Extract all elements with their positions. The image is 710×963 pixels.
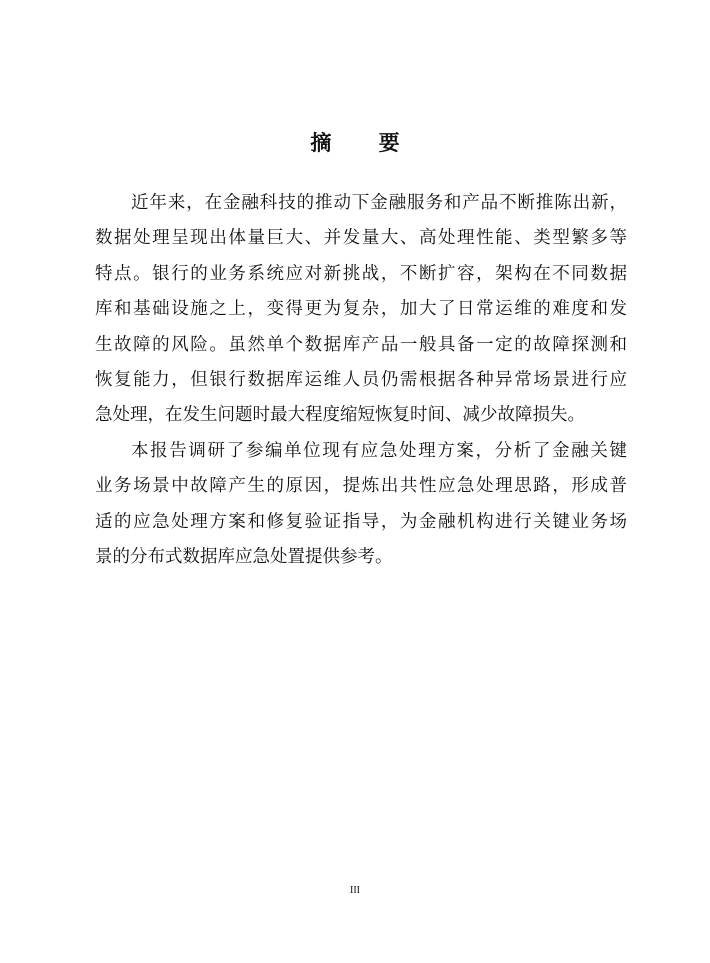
- abstract-paragraph-2: [95, 434, 627, 576]
- abstract-body: [95, 186, 627, 575]
- text-line: 业务场景中故障产生的原因，提炼出共性应急处理思路，形成普: [95, 476, 627, 497]
- text-line: 生故障的风险。虽然单个数据库产品一般具备一定的故障探测和: [95, 334, 627, 355]
- text-line: 适的应急处理方案和修复验证指导，为金融机构进行关键业务场: [95, 511, 627, 532]
- text-line: 急处理，在发生问题时最大程度缩短恢复时间、减少故障损失。: [95, 405, 585, 426]
- text-line: 数据处理呈现出体量巨大、并发量大、高处理性能、类型繁多等: [95, 228, 627, 249]
- text-line: 特点。银行的业务系统应对新挑战，不断扩容，架构在不同数据: [95, 263, 627, 284]
- text-line: 景的分布式数据库应急处置提供参考。: [95, 546, 393, 567]
- abstract-title: 摘 要: [310, 131, 420, 155]
- abstract-paragraph-1: [95, 186, 627, 434]
- text-line: 本报告调研了参编单位现有应急处理方案，分析了金融关键: [131, 440, 627, 461]
- text-line: 库和基础设施之上，变得更为复杂，加大了日常运维的难度和发: [95, 299, 627, 320]
- text-line: 近年来，在金融科技的推动下金融服务和产品不断推陈出新，: [131, 193, 627, 213]
- text-line: 恢复能力，但银行数据库运维人员仍需根据各种异常场景进行应: [95, 369, 627, 390]
- page-number: III: [350, 885, 360, 896]
